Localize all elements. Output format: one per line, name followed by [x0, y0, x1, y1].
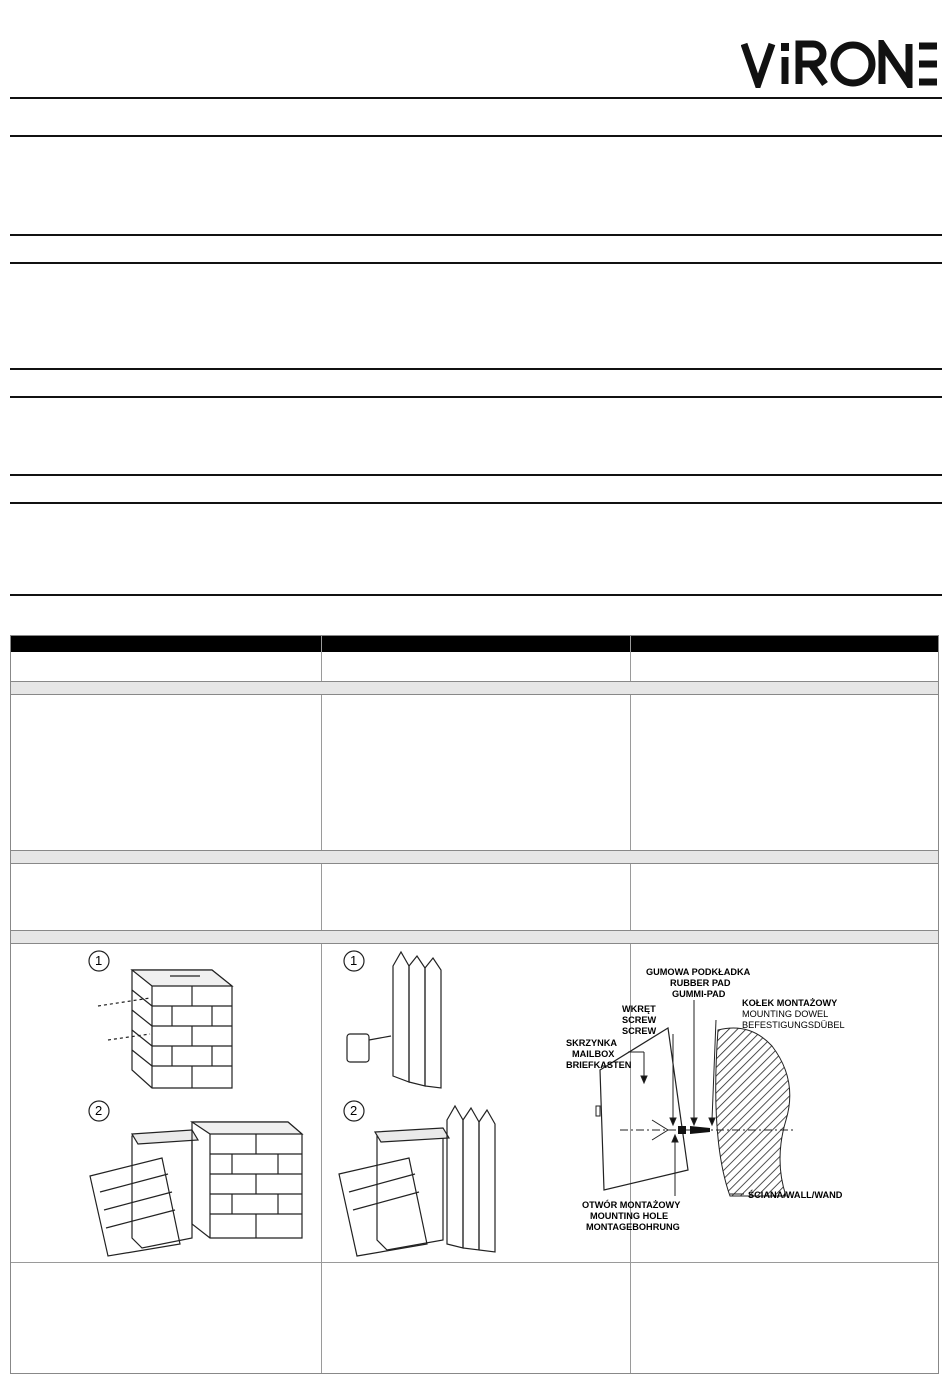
rubber-pad-label: GUMMI-PAD	[672, 989, 726, 999]
mailbox-label: BRIEFKASTEN	[566, 1060, 632, 1070]
screw-label: WKRĘT	[622, 1004, 656, 1014]
dowel-label: BEFESTIGUNGSDÜBEL	[742, 1020, 845, 1030]
step-number: 2	[350, 1103, 358, 1118]
dowel-label: MOUNTING DOWEL	[742, 1009, 829, 1019]
mailbox-label: MAILBOX	[572, 1049, 615, 1059]
rubber-pad-label: RUBBER PAD	[670, 978, 731, 988]
screw-label: SCREW	[622, 1015, 657, 1025]
step-number: 2	[95, 1103, 103, 1118]
mounting-hole-label: MONTAGEBOHRUNG	[586, 1222, 680, 1232]
dowel-label: KOŁEK MONTAŻOWY	[742, 998, 838, 1008]
wall-label: ŚCIANA/WALL/WAND	[748, 1190, 843, 1200]
step-number: 1	[350, 953, 358, 968]
virone-logo	[741, 40, 937, 88]
mounting-cross-section-diagram	[560, 960, 880, 1240]
section-rule	[10, 368, 942, 370]
table-band	[11, 850, 938, 864]
wall-section	[716, 1028, 790, 1196]
section-rule	[10, 474, 942, 476]
mounting-hole-label: MOUNTING HOLE	[590, 1211, 669, 1221]
section-rule	[10, 97, 942, 99]
screw-label: SCREW	[622, 1026, 657, 1036]
mounting-hole-label: OTWÓR MONTAŻOWY	[582, 1200, 681, 1210]
row-divider	[11, 1262, 938, 1263]
rubber-pad-label: GUMOWA PODKŁADKA	[646, 967, 751, 977]
section-rule	[10, 135, 942, 137]
brick-wall-illustration	[80, 948, 315, 1260]
table-band	[11, 681, 938, 695]
table-band	[11, 930, 938, 944]
wood-fence-illustration	[335, 948, 535, 1260]
section-rule	[10, 594, 942, 596]
step-number: 1	[95, 953, 103, 968]
section-rule	[10, 502, 942, 504]
section-rule	[10, 396, 942, 398]
section-rule	[10, 262, 942, 264]
table-header-band	[11, 636, 938, 652]
mailbox-label: SKRZYNKA	[566, 1038, 618, 1048]
section-rule	[10, 234, 942, 236]
